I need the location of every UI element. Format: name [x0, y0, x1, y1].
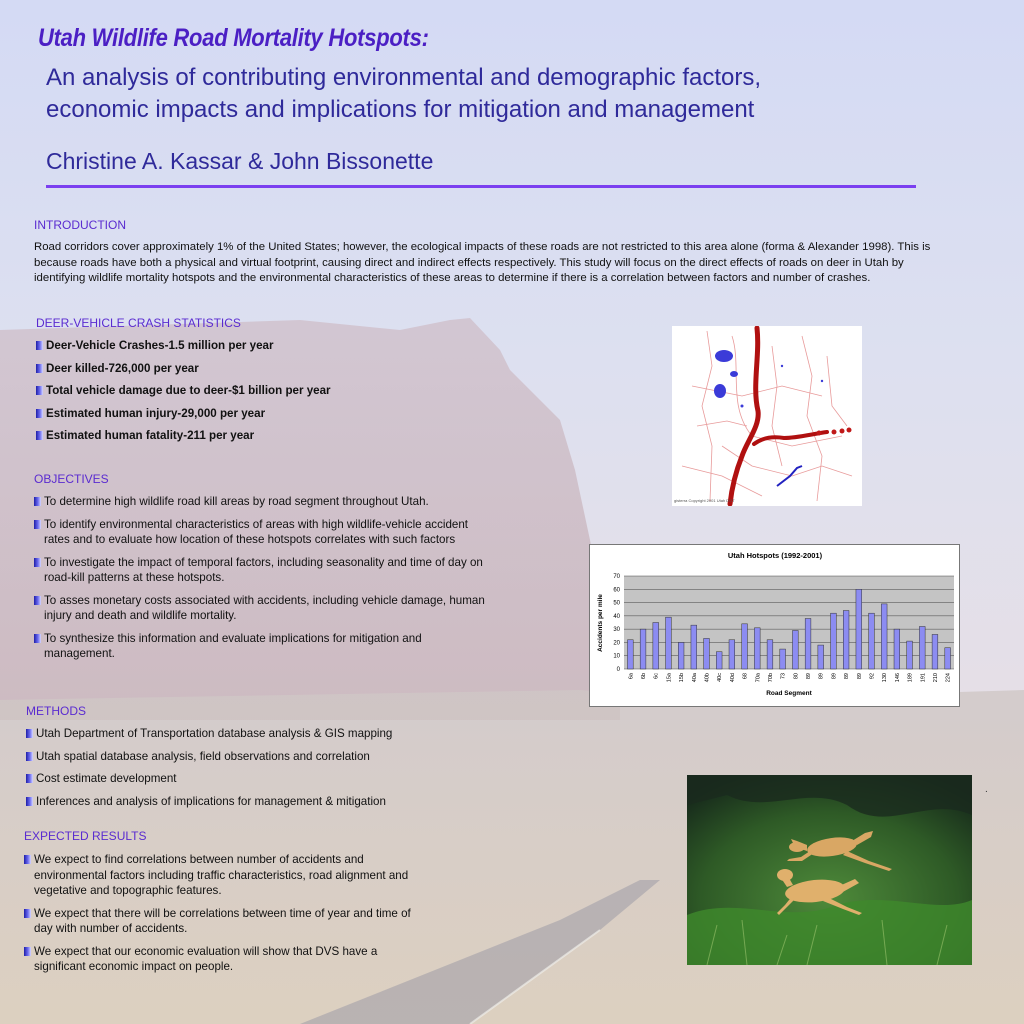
x-tick-label: 6b — [641, 673, 648, 680]
x-tick-label: 210 — [932, 673, 939, 683]
list-item-text: Cost estimate development — [36, 772, 177, 785]
x-tick-label: 6c — [653, 673, 660, 679]
list-item — [34, 593, 494, 624]
bar — [805, 619, 811, 669]
deer-photo — [687, 775, 972, 965]
title-divider — [46, 185, 916, 188]
introduction-body: Road corridors cover approximately 1% of the United States; however, the ecological impacts of these roads are not restricted to this area alone (forma & Alexander 1998). This is because roads have both a physical and virtual footprint, causing direct and indirect effects respectively. This study will focus on the direct effects of roads on deer in Utah by identifying wildlife mortality hotspots and the environmental characteristics of these areas to determine if there is a correlation between factors and number of crashes. — [34, 241, 931, 284]
x-tick-label: 40c — [717, 673, 724, 682]
y-tick-label: 70 — [613, 574, 620, 580]
x-axis-label: Road Segment — [766, 690, 812, 697]
x-tick-label: 70a — [755, 673, 762, 683]
authors: Christine A. Kassar & John Bissonette — [46, 148, 434, 174]
x-tick-label: 92 — [869, 673, 876, 680]
bullet-icon — [36, 386, 43, 395]
list-item — [36, 383, 456, 399]
bullet-icon — [26, 774, 33, 783]
x-tick-label: 89 — [806, 673, 813, 680]
bullet-icon — [26, 797, 33, 806]
list-item-text: We expect to find correlations between number of accidents and environmental factors including traffic characteristics, road alignment and vegetative and topographic features. — [34, 853, 409, 897]
y-tick-label: 30 — [613, 627, 620, 634]
chart-svg — [590, 545, 959, 706]
hotspots-bar-chart — [589, 544, 960, 707]
plot-area — [624, 576, 954, 669]
x-tick-label: 15b — [679, 673, 686, 683]
introduction-heading: INTRODUCTION — [34, 218, 126, 232]
utah-road-map — [672, 326, 862, 506]
methods-list — [26, 726, 486, 816]
bar — [932, 634, 938, 669]
x-tick-label: 40b — [704, 673, 711, 683]
stray-mark: . — [985, 784, 988, 795]
x-tick-label: 224 — [945, 673, 952, 683]
x-tick-label: 68 — [742, 673, 749, 680]
bar — [881, 604, 887, 669]
expected-list — [24, 852, 419, 982]
y-tick-label: 60 — [613, 587, 620, 594]
objectives-list — [34, 494, 494, 669]
bar — [691, 625, 697, 669]
stats-list — [36, 338, 456, 451]
list-item-text: To asses monetary costs associated with accidents, including vehicle damage, human injury and death and wildlife mortality. — [44, 593, 485, 622]
bar — [627, 640, 633, 669]
subtitle-line-1: An analysis of contributing environmental and demographic factors, — [46, 64, 762, 91]
x-tick-label: 40d — [729, 673, 736, 683]
bullet-icon — [36, 431, 43, 440]
list-item — [24, 944, 419, 975]
bullet-icon — [24, 947, 31, 956]
list-item-text: To synthesize this information and evaluate implications for mitigation and management. — [44, 631, 422, 660]
bar — [780, 649, 786, 669]
bar — [729, 640, 735, 669]
list-item — [34, 631, 494, 662]
y-tick-label: 10 — [613, 653, 620, 660]
bullet-icon — [36, 341, 43, 350]
x-tick-label: 80 — [793, 673, 800, 680]
bar — [907, 641, 913, 669]
list-item-text: Estimated human injury-29,000 per year — [46, 406, 266, 420]
y-tick-label: 50 — [613, 600, 620, 607]
bar — [640, 629, 646, 669]
x-tick-label: 130 — [882, 673, 889, 683]
bar — [754, 628, 760, 669]
poster-title: Utah Wildlife Road Mortality Hotspots: — [38, 24, 429, 52]
bullet-icon — [24, 909, 31, 918]
objectives-heading: OBJECTIVES — [34, 472, 109, 486]
x-tick-label: 191 — [920, 673, 927, 683]
bar — [856, 589, 862, 669]
bullet-icon — [26, 729, 33, 738]
list-item-text: To determine high wildlife road kill areas by road segment throughout Utah. — [44, 495, 429, 508]
list-item-text: We expect that there will be correlations between time of year and time of day with number of accidents. — [34, 906, 411, 935]
bar — [894, 629, 900, 669]
list-item-text: Deer-Vehicle Crashes-1.5 million per year — [46, 339, 274, 352]
bullet-icon — [36, 364, 43, 373]
x-tick-label: 40a — [691, 673, 698, 683]
list-item — [26, 771, 486, 787]
bar — [767, 640, 773, 669]
x-tick-label: 146 — [894, 673, 901, 683]
y-tick-label: 40 — [613, 613, 620, 620]
list-item-text: To investigate the impact of temporal factors, including seasonality and time of day on road-kill patterns at these hotspots. — [44, 555, 483, 584]
bullet-icon — [34, 634, 41, 643]
list-item-text: Inferences and analysis of implications for management & mitigation — [36, 794, 386, 808]
deer-photo-graphic — [687, 775, 972, 965]
list-item — [24, 852, 419, 899]
x-tick-label: 6a — [628, 673, 635, 680]
bar — [945, 648, 951, 669]
list-item — [36, 361, 456, 377]
list-item — [26, 726, 486, 742]
list-item — [26, 749, 486, 765]
x-tick-label: 89 — [844, 673, 851, 680]
list-item — [34, 494, 494, 510]
bullet-icon — [26, 752, 33, 761]
y-axis-label: Accidents per mile — [597, 594, 604, 652]
bar — [792, 630, 798, 669]
bar — [704, 638, 710, 669]
bar — [831, 613, 837, 669]
stats-heading: DEER-VEHICLE CRASH STATISTICS — [36, 316, 241, 330]
list-item — [36, 338, 456, 354]
bullet-icon — [24, 855, 31, 864]
map-credit: gisterra Copyright 2001 Utah DOT — [674, 498, 735, 503]
list-item — [36, 428, 456, 444]
list-item — [34, 555, 494, 586]
list-item-text: Utah spatial database analysis, field observations and correlation — [36, 749, 370, 763]
list-item-text: Utah Department of Transportation database analysis & GIS mapping — [36, 727, 393, 740]
bar — [818, 645, 824, 669]
expected-heading: EXPECTED RESULTS — [24, 829, 147, 843]
list-item-text: To identify environmental characteristics of areas with high wildlife-vehicle accident rates and to evaluate how location of these hotspots correlates with such factors — [44, 517, 469, 546]
map-graphic — [672, 326, 862, 506]
subtitle-line-2: economic impacts and implications for mitigation and management — [46, 96, 755, 123]
bar — [742, 624, 748, 669]
x-tick-label: 89 — [818, 673, 825, 680]
x-tick-label: 89 — [856, 673, 863, 680]
x-tick-label: 73 — [780, 673, 787, 680]
bar — [666, 617, 672, 669]
bullet-icon — [34, 558, 41, 567]
list-item-text: Total vehicle damage due to deer-$1 billion per year — [46, 384, 331, 397]
bar — [678, 642, 684, 669]
list-item — [34, 517, 494, 548]
list-item — [24, 906, 419, 937]
bar — [919, 626, 925, 669]
y-tick-label: 0 — [616, 667, 620, 673]
poster-subtitle — [46, 62, 986, 126]
list-item-text: We expect that our economic evaluation will show that DVS have a significant economic impact on people. — [34, 944, 378, 973]
y-tick-label: 20 — [613, 640, 620, 647]
bar — [653, 623, 659, 670]
list-item — [26, 794, 486, 810]
bullet-icon — [34, 497, 41, 506]
list-item-text: Deer killed-726,000 per year — [46, 361, 199, 375]
chart-title: Utah Hotspots (1992-2001) — [727, 551, 823, 560]
x-tick-label: 189 — [907, 673, 914, 683]
list-item — [36, 406, 456, 422]
bullet-icon — [34, 520, 41, 529]
x-tick-label: 89 — [831, 673, 838, 680]
bar — [869, 613, 875, 669]
x-tick-label: 70b — [767, 673, 774, 683]
bullet-icon — [36, 409, 43, 418]
list-item-text: Estimated human fatality-211 per year — [46, 429, 255, 442]
bar — [716, 652, 722, 669]
methods-heading: METHODS — [26, 704, 86, 718]
bar — [843, 611, 849, 669]
x-tick-label: 15a — [666, 673, 673, 683]
bullet-icon — [34, 596, 41, 605]
